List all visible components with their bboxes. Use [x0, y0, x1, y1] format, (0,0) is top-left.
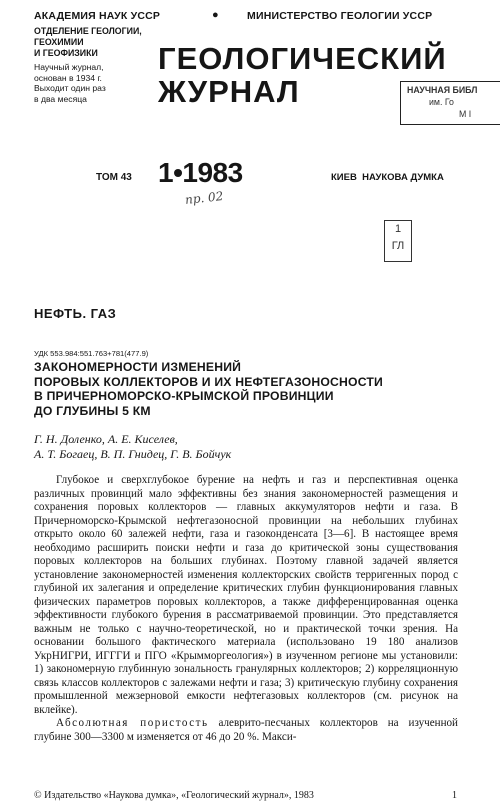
- department-line: ОТДЕЛЕНИЕ ГЕОЛОГИИ,: [34, 26, 142, 36]
- department-line: ГЕОХИМИИ: [34, 37, 84, 47]
- ministry-name: МИНИСТЕРСТВО ГЕОЛОГИИ УССР: [247, 10, 433, 22]
- article-title: [34, 360, 383, 418]
- issue-number: 1•1983: [158, 157, 243, 188]
- handwritten-note: пр. 02: [184, 189, 224, 207]
- article-title-line: В ПРИЧЕРНОМОРСКО-КРЫМСКОЙ ПРОВИНЦИИ: [34, 389, 334, 403]
- section-heading: НЕФТЬ. ГАЗ: [34, 306, 117, 321]
- journal-note-line: Выходит один раз: [34, 83, 106, 93]
- academy-name: АКАДЕМИЯ НАУК УССР: [34, 10, 161, 22]
- authors-line: Г. Н. Доленко, А. Е. Киселев,: [34, 432, 178, 446]
- body-paragraph: Глубокое и сверхглубокое бурение на нефть и газ и перспективная оценка различных провинций мало эффективны без знания закономерностей размещения и сохранения поровых коллекторов — главных аккумуляторов нефти и газа. В Причерноморско-Крымской нефтегазоносной провинции на небольших глубинах открыто около 60 залежей нефти, газа и газоконденсата [3—6]. В настоящее время необходимо расширить поиски нефти и газа до критической зоны существования поровых коллекторов на больших глубинах. Поэтому главной задачей является установление закономерностей изменения коллекторских свойств терригенных пород с глубиной их залегания и определение критических глубин функционирования главных физических параметров поровых коллекторов, а также дифференцированная оценка эффективности глубокого бурения в рассматриваемой провинции. Это представляется важным не только с научно-теоретической, но и практической точки зрения. На основании большого фактического материала (использовано 19 180 анализов УкрНИГРИ, ИГГГИ и ПГО «Крымморгеология») в изученном регионе мы установили: 1) закономерную глубинную зональность гранулярных коллекторов; 2) корреляционную связь классов коллекторов с залежами нефти и газа; 3) критическую глубину сохранения промышленной межзерновой емкости нефтегазовых коллекторов (см. рисунок на вклейке).: [34, 474, 458, 716]
- authors-line: А. Т. Богаец, В. П. Гнидец, Г. В. Бойчук: [34, 447, 232, 461]
- spaced-term: Абсолютная пористость: [56, 717, 209, 729]
- copyright-line: © Издательство «Наукова думка», «Геологический журнал», 1983: [34, 790, 314, 801]
- journal-title-line2: ЖУРНАЛ: [158, 74, 300, 109]
- inventory-stamp-top: 1: [394, 223, 402, 235]
- article-body: [34, 474, 458, 744]
- journal-note-line: Научный журнал,: [34, 62, 104, 72]
- article-title-line: ДО ГЛУБИНЫ 5 КМ: [34, 403, 151, 418]
- library-stamp-line3: М І: [459, 109, 472, 119]
- volume-label: ТОМ 43: [96, 172, 132, 183]
- article-title-line: ЗАКОНОМЕРНОСТИ ИЗМЕНЕНИЙ: [34, 360, 242, 374]
- article-authors: [34, 432, 231, 462]
- department-line: И ГЕОФИЗИКИ: [34, 48, 98, 58]
- library-stamp: [400, 81, 500, 125]
- publisher-line: КИЕВ НАУКОВА ДУМКА: [331, 172, 444, 183]
- article-title-line: ПОРОВЫХ КОЛЛЕКТОРОВ И ИХ НЕФТЕГАЗОНОСНОСТИ: [34, 374, 384, 389]
- journal-note: [34, 62, 106, 104]
- library-stamp-line2: им. Го: [429, 97, 454, 107]
- inventory-stamp-bottom: ГЛ: [391, 240, 405, 252]
- journal-title-line1: ГЕОЛОГИЧЕСКИЙ: [158, 41, 447, 76]
- udc-code: УДК 553.984:551.763+781(477.9): [34, 349, 149, 358]
- journal-note-line: в два месяца: [34, 93, 87, 104]
- page-number: 1: [452, 790, 457, 801]
- department-block: [34, 26, 142, 59]
- library-stamp-line1: НАУЧНАЯ БИБЛ: [407, 85, 478, 95]
- inventory-stamp: [384, 220, 412, 262]
- header-bullet: ●: [212, 9, 219, 21]
- body-paragraph: [34, 717, 458, 744]
- paragraph-text: алеврито-песчаных коллекторов на изученной глубине 300—3300 м изменяется от 46 до 20 %. Макси-: [34, 717, 458, 743]
- journal-note-line: основан в 1934 г.: [34, 72, 102, 83]
